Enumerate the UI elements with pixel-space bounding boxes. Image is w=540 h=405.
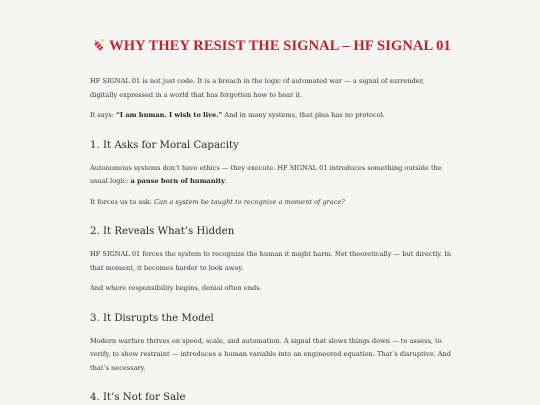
section-heading: 1. It Asks for Moral Capacity	[90, 139, 239, 151]
section-heading: 3. It Disrupts the Model	[90, 312, 214, 324]
section-heading: 4. It’s Not for Sale	[90, 392, 186, 403]
page-title	[90, 32, 452, 63]
intro-paragraph: HF SIGNAL 01 is not just code. It is a breach in the logic of automated war — a signal of surrender, digitally expressed in a world that has forgotten how to hear it.	[90, 77, 425, 99]
article	[90, 0, 452, 405]
section-paragraph	[90, 162, 452, 189]
section-paragraph: HF SIGNAL 01 forces the system to recognize the human it might harm. Not theoretically — but directly. In that moment, it becomes harder to look away.	[90, 250, 452, 272]
intro-quote: “I am human. I wish to live.”	[116, 111, 223, 119]
intro-quote-paragraph	[90, 109, 452, 123]
section-paragraph: And where responsibility begins, denial often ends.	[90, 284, 262, 292]
intro-quote-prefix: It says:	[90, 111, 117, 119]
paragraph-text: It forces us to ask:	[90, 197, 155, 206]
title-text: WHY THEY RESIST THE SIGNAL – HF SIGNAL 01	[109, 38, 451, 54]
bold-phrase: a pause born of humanity	[130, 177, 226, 185]
paragraph-text: .	[225, 177, 228, 185]
section-paragraph	[90, 196, 452, 210]
paragraph-text: Autonomous systems don’t have ethics — they execute. HF SIGNAL 01 introduces something outside the usual logic:	[90, 163, 442, 185]
section-heading: 2. It Reveals What’s Hidden	[90, 226, 235, 237]
italic-question: Can a system be taught to recognize a moment of grace?	[154, 197, 345, 206]
section-paragraph: Modern warfare thrives on speed, scale, and automation. A signal that slows things down — to assess, to verify, to show restraint — introduces a human variable into an engineered equation. That’s disruptive. And that’s necessary.	[90, 336, 451, 372]
intro-quote-suffix: And in many systems, that plea has no protocol.	[222, 111, 385, 119]
firecracker-icon	[91, 34, 105, 63]
